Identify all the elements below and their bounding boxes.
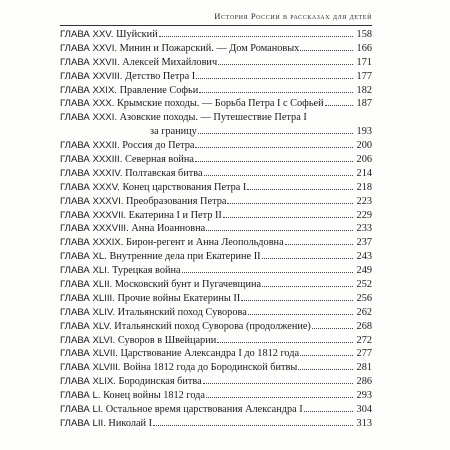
- toc-entry: [60, 236, 372, 250]
- toc-entry-text: [60, 334, 216, 348]
- page-number: 187: [356, 98, 372, 110]
- toc-entry: [60, 181, 372, 195]
- toc-entry: [60, 320, 372, 334]
- table-of-contents: [60, 28, 372, 431]
- toc-entry-text: [60, 28, 158, 42]
- dot-leader: [300, 355, 353, 356]
- dot-leader: [195, 147, 353, 148]
- toc-entry: [60, 222, 372, 236]
- dot-leader: [217, 342, 353, 343]
- dot-leader: [218, 64, 353, 65]
- dot-leader: [298, 369, 353, 370]
- toc-entry-text: [60, 181, 246, 195]
- toc-entry: [60, 306, 372, 320]
- dot-leader: [182, 272, 353, 273]
- page-number: 223: [356, 195, 372, 207]
- chapter-title: Детство Петра I: [124, 70, 196, 82]
- toc-entry: [60, 97, 372, 111]
- toc-entry: [60, 70, 372, 84]
- chapter-title: Итальянский поход Суворова (продолжение): [114, 320, 311, 332]
- chapter-number: ГЛАВА L.: [60, 390, 101, 402]
- chapter-number: ГЛАВА XXX.: [60, 98, 115, 110]
- toc-entry-text: [60, 84, 198, 98]
- toc-entry-text: [60, 347, 299, 361]
- dot-leader: [248, 314, 353, 315]
- toc-entry: [60, 153, 372, 167]
- chapter-number: ГЛАВА XXXVIII.: [60, 223, 129, 235]
- toc-entry-text: [60, 97, 324, 111]
- chapter-number: ГЛАВА XXXIII.: [60, 154, 123, 166]
- chapter-title: Минин и Пожарский. — Дом Романовых: [119, 42, 300, 54]
- toc-entry: [60, 250, 372, 264]
- chapter-title: Прочие войны Екатерины II: [117, 292, 241, 304]
- dot-leader: [195, 161, 353, 162]
- page-number: 158: [356, 29, 372, 40]
- toc-entry-text: [60, 56, 217, 70]
- page-number: 233: [356, 223, 372, 235]
- chapter-title: Бирон-регент и Анна Леопольдовна: [126, 237, 284, 249]
- chapter-title: Война 1812 года до Бородинской битвы: [123, 362, 298, 374]
- chapter-title: Крымские походы. — Борьба Петра I с Софьей: [116, 98, 324, 110]
- toc-entry-text: [60, 417, 152, 431]
- chapter-number: ГЛАВА XLI.: [60, 265, 110, 277]
- chapter-number: ГЛАВА XLII.: [60, 279, 113, 291]
- toc-entry: [60, 347, 372, 361]
- chapter-number: ГЛАВА XLIV.: [60, 306, 116, 318]
- dot-leader: [227, 203, 353, 204]
- chapter-title: Внутренние дела при Екатерине II: [109, 251, 261, 263]
- toc-entry: [60, 56, 372, 70]
- dot-leader: [203, 383, 353, 384]
- chapter-title: Правление Софьи: [119, 84, 199, 96]
- chapter-title: Бородинская битва: [118, 376, 202, 388]
- page-number: 256: [356, 292, 372, 304]
- chapter-number: ГЛАВА XLVIII.: [60, 362, 121, 374]
- chapter-title: Турецкая война: [112, 265, 181, 277]
- dot-leader: [247, 189, 353, 190]
- chapter-number: ГЛАВА XL.: [60, 251, 107, 263]
- dot-leader: [153, 425, 353, 426]
- chapter-number: ГЛАВА XXXIV.: [60, 167, 123, 179]
- page-number: 304: [356, 404, 372, 416]
- chapter-number: ГЛАВА XXXI.: [60, 112, 118, 124]
- page-number: 286: [356, 376, 372, 388]
- toc-entry: [60, 209, 372, 223]
- page-number: 293: [356, 390, 372, 402]
- page-number: 206: [356, 154, 372, 166]
- toc-entry: [60, 417, 372, 431]
- toc-entry-text: [60, 361, 297, 375]
- chapter-number: ГЛАВА LI.: [60, 404, 104, 416]
- toc-entry: [60, 403, 372, 417]
- dot-leader: [285, 244, 353, 245]
- chapter-number: ГЛАВА XXXV.: [60, 181, 120, 193]
- toc-entry: [60, 389, 372, 403]
- toc-entry: [60, 125, 372, 139]
- chapter-number: ГЛАВА XXXVII.: [60, 209, 127, 221]
- page-number: 313: [356, 417, 372, 429]
- chapter-title: Азовские походы. — Путешествие Петра I: [119, 112, 307, 124]
- toc-entry-text: [60, 403, 303, 417]
- toc-entry-text: [60, 250, 261, 264]
- page-number: 272: [356, 334, 372, 346]
- dot-leader: [199, 92, 353, 93]
- page-number: 277: [356, 348, 372, 360]
- page-number: 281: [356, 362, 372, 374]
- page-number: 243: [356, 251, 372, 263]
- toc-entry-text: [60, 209, 222, 223]
- page-number: 177: [356, 70, 372, 82]
- page-number: 214: [356, 167, 372, 179]
- page-number: 262: [356, 306, 372, 318]
- page-number: 249: [356, 265, 372, 277]
- dot-leader: [304, 411, 353, 412]
- chapter-title: Шуйский: [116, 29, 158, 40]
- toc-entry-text: [60, 320, 311, 334]
- chapter-title: Россия до Петра: [122, 140, 195, 152]
- dot-leader: [241, 300, 353, 301]
- toc-entry: [60, 264, 372, 278]
- dot-leader: [204, 175, 353, 176]
- page-number: 218: [356, 181, 372, 193]
- chapter-number: ГЛАВА XXXII.: [60, 140, 120, 152]
- toc-entry-text: [60, 153, 194, 167]
- chapter-title: Итальянский поход Суворова: [117, 306, 247, 318]
- chapter-number: ГЛАВА XLVII.: [60, 348, 118, 360]
- chapter-title: за границу: [150, 126, 197, 138]
- chapter-title: Северная война: [124, 154, 194, 166]
- header-rule: [60, 25, 372, 26]
- dot-leader: [262, 258, 353, 259]
- toc-entry-text: [60, 70, 195, 84]
- dot-leader: [325, 105, 353, 106]
- toc-entry-text: [60, 195, 226, 209]
- page-number: 268: [356, 320, 372, 332]
- toc-entry: [60, 375, 372, 389]
- chapter-number: ГЛАВА XXV.: [60, 29, 114, 40]
- chapter-number: ГЛАВА LII.: [60, 417, 106, 429]
- page-number: 166: [356, 42, 372, 54]
- chapter-number: ГЛАВА XLIII.: [60, 292, 115, 304]
- toc-entry: [60, 195, 372, 209]
- toc-entry-text: [60, 389, 205, 403]
- running-head: История России в рассказах для детей: [214, 11, 372, 21]
- toc-entry-text: [60, 306, 247, 320]
- chapter-title: Полтавская битва: [125, 167, 203, 179]
- page-number: 237: [356, 237, 372, 249]
- toc-entry-text: [60, 139, 194, 153]
- toc-entry: [60, 84, 372, 98]
- chapter-number: ГЛАВА XXXVI.: [60, 195, 124, 207]
- toc-entry-text: [60, 167, 203, 181]
- toc-entry: [60, 292, 372, 306]
- chapter-title: Конец войны 1812 года: [103, 390, 205, 402]
- page-number: 182: [356, 84, 372, 96]
- page-number: 171: [356, 56, 372, 68]
- page-number: 200: [356, 140, 372, 152]
- toc-entry-text: [150, 125, 197, 139]
- dot-leader: [300, 50, 353, 51]
- chapter-number: ГЛАВА XXXIX.: [60, 237, 124, 249]
- chapter-number: ГЛАВА XLIX.: [60, 376, 116, 388]
- toc-entry-text: [60, 222, 205, 236]
- toc-entry: [60, 28, 372, 42]
- chapter-title: Конец царствования Петра I: [122, 181, 247, 193]
- page-number: 252: [356, 279, 372, 291]
- dot-leader: [312, 328, 353, 329]
- chapter-title: Московский бунт и Пугачевщина: [114, 279, 262, 291]
- chapter-number: ГЛАВА XXVII.: [60, 56, 120, 68]
- chapter-number: ГЛАВА XXIX.: [60, 84, 118, 96]
- page-number: 193: [356, 126, 372, 138]
- chapter-title: Николай I: [108, 417, 153, 429]
- dot-leader: [196, 78, 353, 79]
- toc-entry: [60, 111, 372, 125]
- toc-entry: [60, 167, 372, 181]
- dot-leader: [206, 397, 353, 398]
- chapter-title: Преобразования Петра: [126, 195, 227, 207]
- toc-entry: [60, 42, 372, 56]
- dot-leader: [198, 133, 353, 134]
- chapter-number: ГЛАВА XLVI.: [60, 334, 116, 346]
- toc-entry-text: [60, 111, 307, 125]
- dot-leader: [223, 217, 353, 218]
- chapter-number: ГЛАВА XXVIII.: [60, 70, 123, 82]
- toc-entry-text: [60, 292, 240, 306]
- chapter-number: ГЛАВА XXVI.: [60, 42, 118, 54]
- toc-entry: [60, 278, 372, 292]
- chapter-title: Алексей Михайлович: [122, 56, 218, 68]
- chapter-title: Анна Иоанновна: [131, 223, 206, 235]
- toc-entry: [60, 139, 372, 153]
- chapter-title: Остальное время царствования Александра I: [105, 404, 303, 416]
- dot-leader: [159, 36, 353, 37]
- toc-entry-text: [60, 278, 261, 292]
- chapter-number: ГЛАВА XLV.: [60, 320, 112, 332]
- toc-entry: [60, 334, 372, 348]
- chapter-title: Екатерина I и Петр II: [128, 209, 222, 221]
- dot-leader: [262, 286, 353, 287]
- toc-entry-text: [60, 264, 181, 278]
- chapter-title: Царствование Александра I до 1812 года: [120, 348, 300, 360]
- toc-entry-text: [60, 236, 284, 250]
- dot-leader: [206, 230, 353, 231]
- toc-entry-text: [60, 375, 202, 389]
- chapter-title: Суворов в Швейцарии: [117, 334, 217, 346]
- toc-entry: [60, 361, 372, 375]
- toc-entry-text: [60, 42, 299, 56]
- page-number: 229: [356, 209, 372, 221]
